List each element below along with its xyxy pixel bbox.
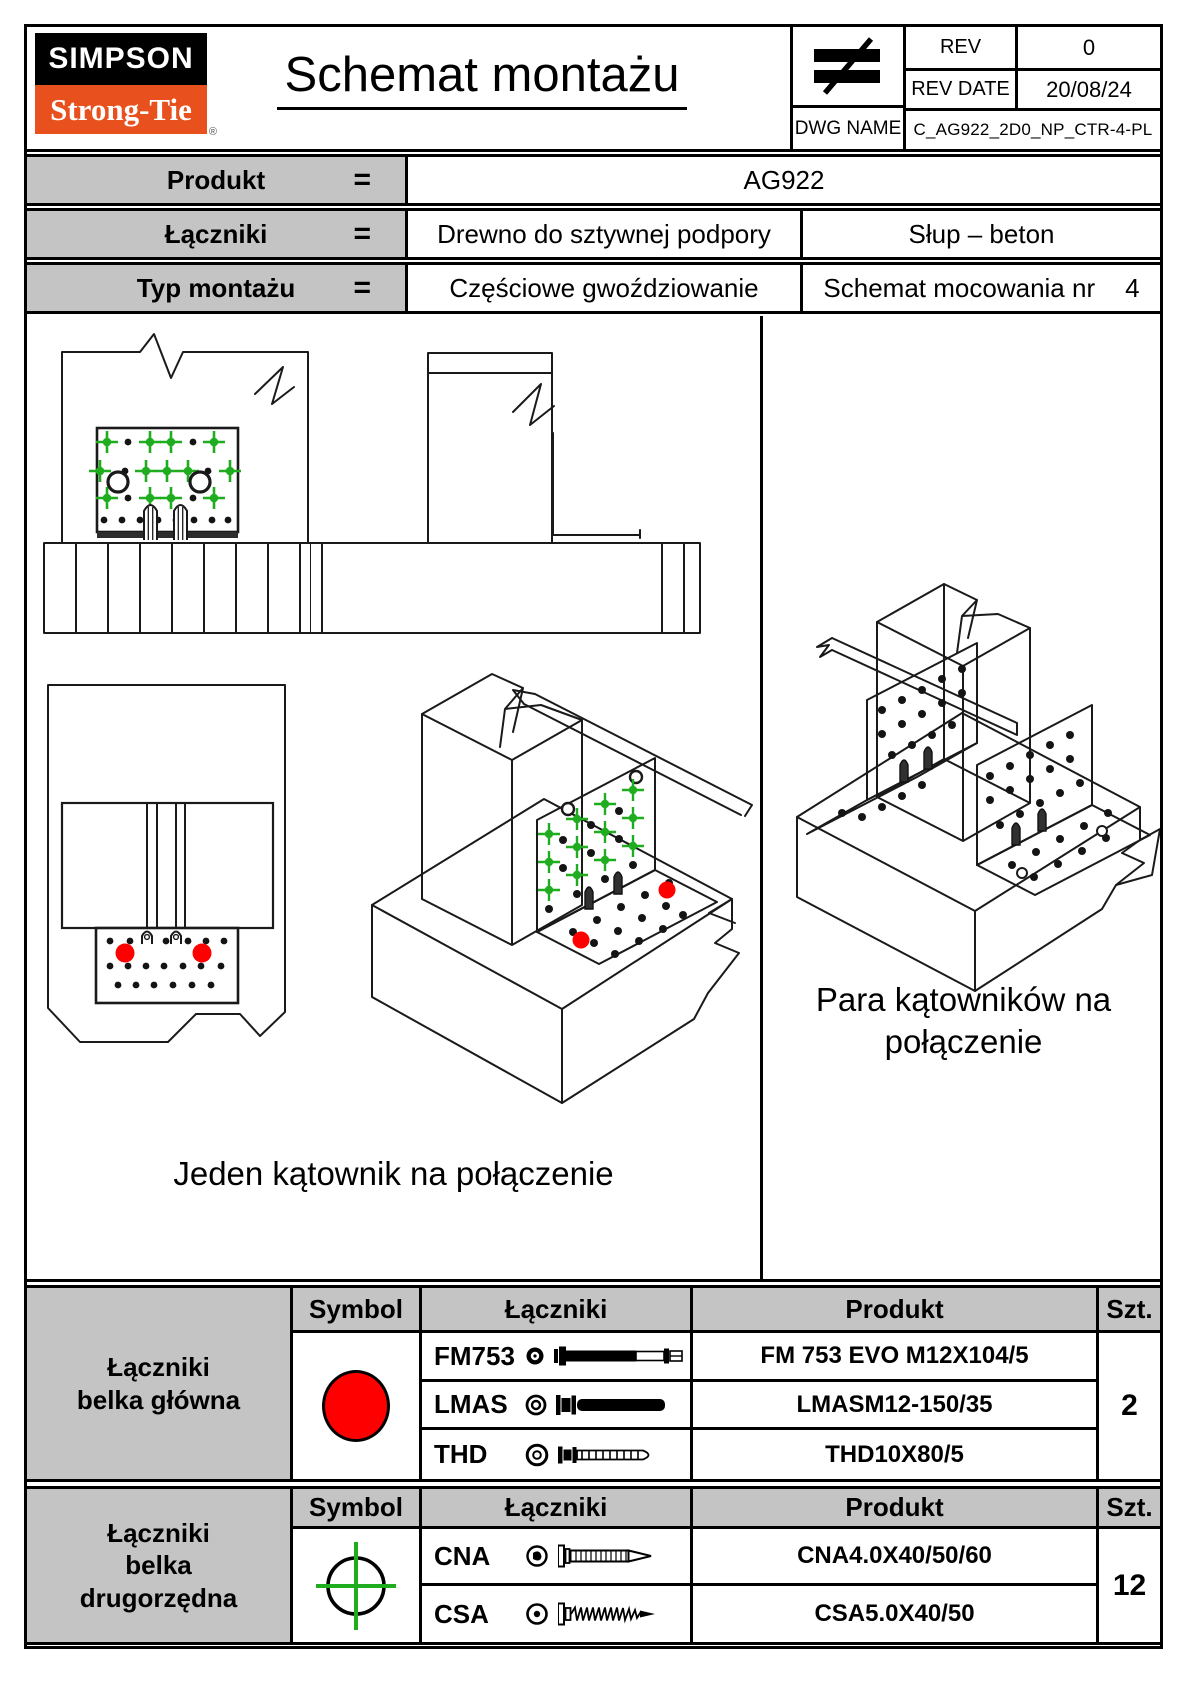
symbol-cell	[290, 1333, 419, 1479]
qty-cell: 12	[1096, 1529, 1160, 1642]
fastener-table-main-beam	[27, 1285, 1160, 1482]
equals-sign: =	[353, 163, 371, 196]
dwg-name-value: C_AG922_2D0_NP_CTR-4-PL	[903, 108, 1160, 149]
csa-head-icon	[524, 1601, 550, 1627]
group-label	[27, 1489, 290, 1642]
fastener-code: FM753	[434, 1340, 515, 1371]
cna-nail-icon	[558, 1543, 656, 1569]
simpson-strongtie-logo	[35, 33, 217, 138]
header-qty: Szt.	[1096, 1288, 1160, 1333]
anchor-stud	[585, 887, 593, 909]
front-view-drawing	[40, 330, 330, 642]
dwg-name-label: DWG NAME	[790, 108, 903, 149]
fastener-cell	[419, 1430, 690, 1479]
info-label-text: Produkt	[166, 164, 266, 195]
not-equal-projection-icon	[810, 37, 886, 95]
thd-washer-icon	[524, 1442, 550, 1468]
revision-block	[790, 27, 1160, 149]
product-cell: CSA5.0X40/50	[690, 1586, 1096, 1642]
info-label	[27, 265, 405, 311]
lmas-washer-icon	[524, 1392, 548, 1418]
header-symbol: Symbol	[290, 1489, 419, 1529]
side-view-drawing	[310, 330, 710, 642]
fastener-code: LMAS	[434, 1389, 508, 1419]
info-row-mount-type	[27, 262, 1160, 314]
header-fasteners: Łączniki	[419, 1489, 690, 1529]
info-value-right: Słup – beton	[800, 211, 1160, 257]
anchor-stud	[924, 747, 932, 769]
anchor-stud	[1038, 809, 1046, 831]
info-value-product: AG922	[405, 157, 1160, 203]
info-row-fasteners	[27, 208, 1160, 260]
scheme-number-value: 4	[1125, 272, 1140, 303]
rev-value: 0	[1015, 27, 1160, 68]
symbol-cell	[290, 1529, 419, 1642]
red-anchor-marker	[573, 932, 590, 949]
red-anchor-marker	[193, 944, 212, 963]
title-block	[27, 27, 1160, 152]
info-row-product	[27, 154, 1160, 206]
info-label	[27, 211, 405, 257]
projection-symbol-cell	[790, 27, 903, 108]
fastener-cell	[419, 1529, 690, 1586]
anchor-stud	[900, 760, 908, 782]
rev-date-label: REV DATE	[903, 68, 1015, 108]
product-cell: THD10X80/5	[690, 1430, 1096, 1479]
thd-screw-icon	[558, 1442, 660, 1468]
sheet-title-wrap	[207, 47, 757, 110]
logo-strongtie: Strong-Tie	[35, 85, 207, 134]
scheme-number-label: Schemat mocowania nr	[823, 272, 1096, 303]
fastener-cell	[419, 1586, 690, 1642]
product-cell: LMASM12-150/35	[690, 1382, 1096, 1430]
group-label-line: Łączniki	[107, 1517, 210, 1548]
fastener-code: CNA	[434, 1540, 491, 1571]
header-fasteners: Łączniki	[419, 1288, 690, 1333]
product-cell: CNA4.0X40/50/60	[690, 1529, 1096, 1586]
csa-screw-icon	[558, 1601, 662, 1627]
caption-pair-line1: Para kątowników na	[815, 981, 1112, 1018]
anchor-stud	[174, 505, 187, 540]
green-nail-markers	[538, 779, 644, 901]
equals-sign: =	[353, 271, 371, 304]
equals-sign: =	[353, 217, 371, 250]
info-label	[27, 157, 405, 203]
isometric-single-bracket-drawing	[327, 647, 759, 1117]
info-label-text: Typ montażu	[136, 272, 296, 303]
group-label-line: belka	[125, 1550, 192, 1581]
isometric-pair-brackets-drawing	[772, 555, 1160, 995]
info-label-text: Łączniki	[164, 218, 268, 249]
header-product: Produkt	[690, 1288, 1096, 1333]
fastener-code: THD	[434, 1439, 488, 1469]
header-symbol: Symbol	[290, 1288, 419, 1333]
red-anchor-marker	[116, 944, 135, 963]
fastener-cell	[419, 1382, 690, 1430]
anchor-stud	[614, 872, 622, 894]
pane-divider	[760, 316, 763, 1279]
header-qty: Szt.	[1096, 1489, 1160, 1529]
logo-simpson: SIMPSON	[35, 33, 207, 85]
fm753-bolt-icon	[554, 1343, 686, 1369]
registered-mark: ®	[208, 126, 217, 138]
rev-label: REV	[903, 27, 1015, 68]
plan-view-drawing	[40, 670, 320, 1070]
group-label-line: Łączniki	[107, 1352, 210, 1382]
anchor-stud	[1012, 823, 1020, 845]
info-value-right	[800, 265, 1160, 311]
green-crosshair-symbol	[310, 1538, 402, 1634]
red-circle-symbol	[322, 1370, 390, 1442]
caption-pair-brackets	[767, 979, 1160, 1063]
lmas-bolt-icon	[556, 1392, 668, 1418]
red-anchor-marker	[659, 882, 676, 899]
rev-date-value: 20/08/24	[1015, 68, 1160, 108]
header-product: Produkt	[690, 1489, 1096, 1529]
group-label-line: belka główna	[76, 1384, 241, 1415]
caption-pair-line2: połączenie	[884, 1023, 1043, 1061]
sheet-title: Schemat montażu	[277, 47, 688, 110]
group-label	[27, 1288, 290, 1479]
fastener-cell	[419, 1333, 690, 1382]
anchor-stud	[144, 505, 157, 540]
fm753-washer-icon	[524, 1343, 546, 1369]
caption-single-bracket: Jeden kątownik na połączenie	[173, 1155, 614, 1192]
cna-head-icon	[524, 1543, 550, 1569]
fastener-code: CSA	[434, 1598, 489, 1629]
qty-cell: 2	[1096, 1333, 1160, 1479]
product-cell: FM 753 EVO M12X104/5	[690, 1333, 1096, 1382]
info-value-left: Drewno do sztywnej podpory	[405, 211, 800, 257]
sheet-frame	[24, 24, 1163, 1649]
group-label-line: drugorzędna	[79, 1582, 238, 1613]
fastener-table-secondary-beam	[27, 1486, 1160, 1645]
info-value-left: Częściowe gwoździowanie	[405, 265, 800, 311]
